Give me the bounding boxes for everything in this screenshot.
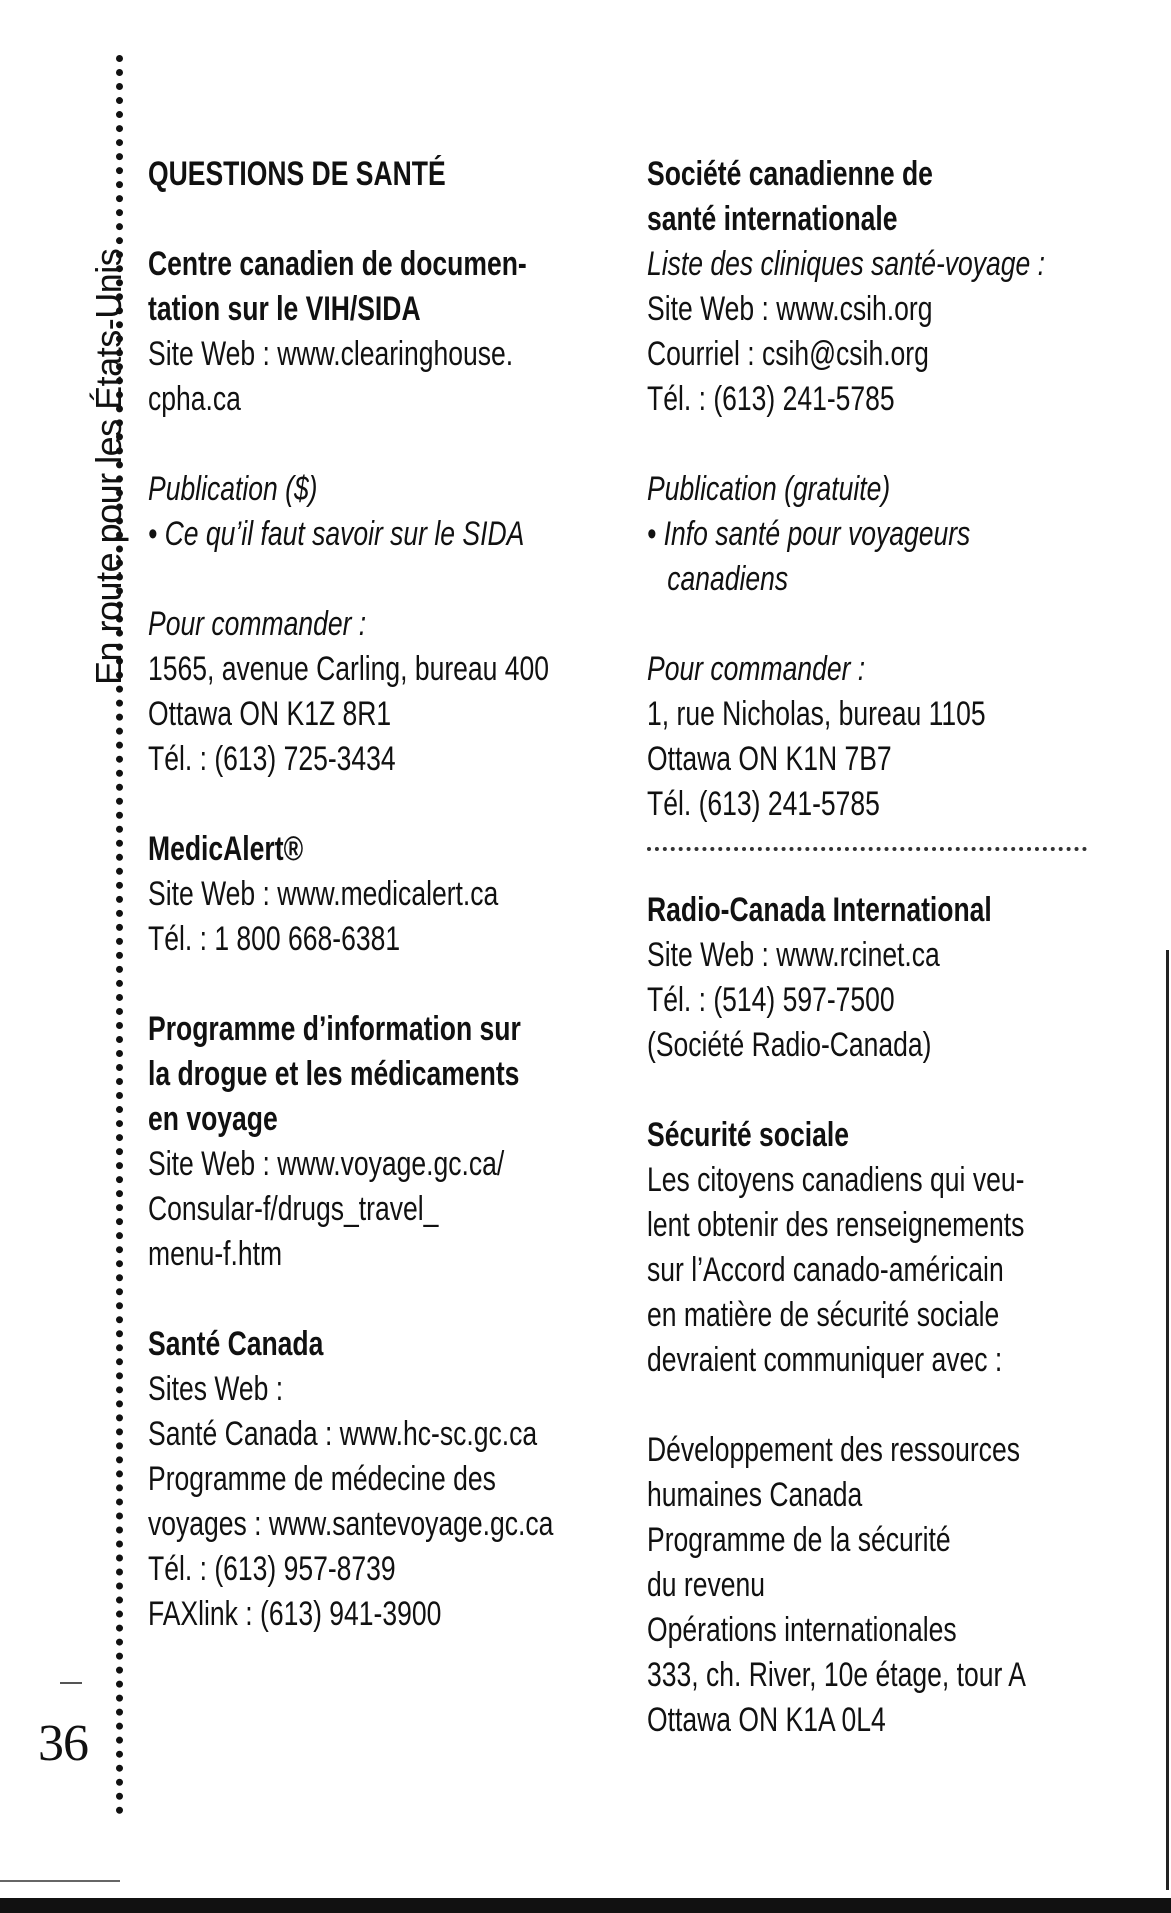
text-line: Site Web : www.rcinet.ca — [647, 936, 940, 974]
text-line: Tél. : 1 800 668-6381 — [148, 920, 401, 958]
text-line: Tél. : (613) 241-5785 — [647, 380, 895, 418]
text-line: Programme d’information sur — [148, 1010, 521, 1048]
page-number: 36 — [38, 1715, 88, 1772]
text-line: FAXlink : (613) 941-3900 — [148, 1595, 442, 1633]
spacer — [148, 1277, 618, 1322]
text-line: Courriel : csih@csih.org — [647, 335, 929, 373]
bottom-thin-rule — [0, 1880, 120, 1882]
text-line: Tél. : (514) 597-7500 — [647, 981, 895, 1019]
text-line: Sécurité sociale — [647, 1116, 849, 1154]
text-line: Site Web : www.clearinghouse. — [148, 335, 514, 373]
text-line: santé internationale — [647, 200, 898, 238]
text-line: 1, rue Nicholas, bureau 1105 — [647, 695, 986, 733]
dotted-vertical-rule — [116, 55, 123, 1815]
text-line: lent obtenir des renseignements — [647, 1206, 1025, 1244]
text-line: Liste des cliniques santé-voyage : — [647, 245, 1046, 283]
text-line: voyages : www.santevoyage.gc.ca — [148, 1505, 554, 1543]
text-line: (Société Radio-Canada) — [647, 1026, 932, 1064]
text-line: Site Web : www.medicalert.ca — [148, 875, 499, 913]
text-line: Santé Canada : www.hc-sc.gc.ca — [148, 1415, 538, 1453]
text-line: Pour commander : — [647, 650, 866, 688]
text-line: Programme de médecine des — [148, 1460, 496, 1498]
text-line: en voyage — [148, 1100, 278, 1138]
spacer — [148, 197, 618, 242]
text-line: • Info santé pour voyageurs — [647, 515, 971, 553]
page-number-mark — [60, 1682, 82, 1684]
text-line: menu-f.htm — [148, 1235, 283, 1273]
text-line: du revenu — [647, 1566, 765, 1604]
text-line: Développement des ressources — [647, 1431, 1020, 1469]
text-line: Sites Web : — [148, 1370, 284, 1408]
text-line: Les citoyens canadiens qui veu- — [647, 1161, 1025, 1199]
text-line: devraient communiquer avec : — [647, 1341, 1003, 1379]
spacer — [647, 422, 1107, 467]
text-line: • Ce qu’il faut savoir sur le SIDA — [148, 515, 525, 553]
text-line: Site Web : www.csih.org — [647, 290, 933, 328]
dotted-separator — [647, 847, 1087, 851]
running-header: En route pour les États-Unis — [88, 248, 129, 685]
text-line: Santé Canada — [148, 1325, 324, 1363]
spacer — [148, 962, 618, 1007]
text-line: sur l’Accord canado-américain — [647, 1251, 1004, 1289]
text-line: Consular-f/drugs_travel_ — [148, 1190, 439, 1228]
text-line: Ottawa ON K1N 7B7 — [647, 740, 892, 778]
bottom-bar — [0, 1898, 1171, 1913]
left-column — [148, 152, 618, 1637]
text-line: MedicAlert® — [148, 830, 304, 868]
spacer — [647, 1068, 1107, 1113]
spacer — [647, 602, 1107, 647]
text-line: la drogue et les médicaments — [148, 1055, 520, 1093]
text-line: Tél. : (613) 957-8739 — [148, 1550, 396, 1588]
text-line: Site Web : www.voyage.gc.ca/ — [148, 1145, 505, 1183]
spacer — [148, 782, 618, 827]
text-line: Pour commander : — [148, 605, 367, 643]
text-line: Radio-Canada International — [647, 891, 992, 929]
text-line: Publication (gratuite) — [647, 470, 891, 508]
text-line: 1565, avenue Carling, bureau 400 — [148, 650, 550, 688]
text-line: canadiens — [667, 560, 789, 598]
text-line: Opérations internationales — [647, 1611, 957, 1649]
text-line: Tél. (613) 241-5785 — [647, 785, 880, 823]
text-line: Tél. : (613) 725-3434 — [148, 740, 396, 778]
text-line: Centre canadien de documen- — [148, 245, 527, 283]
text-line: 333, ch. River, 10e étage, tour A — [647, 1656, 1026, 1694]
right-column — [647, 152, 1107, 1743]
text-line: en matière de sécurité sociale — [647, 1296, 1000, 1334]
text-line: Ottawa ON K1Z 8R1 — [148, 695, 392, 733]
text-line: Ottawa ON K1A 0L4 — [647, 1701, 886, 1739]
spacer — [148, 422, 618, 467]
text-line: cpha.ca — [148, 380, 241, 418]
spacer — [647, 1383, 1107, 1428]
right-edge-rule — [1166, 950, 1169, 1890]
text-line: Publication ($) — [148, 470, 318, 508]
text-line: tation sur le VIH/SIDA — [148, 290, 421, 328]
text-line: QUESTIONS DE SANTÉ — [148, 155, 446, 193]
spacer — [148, 557, 618, 602]
text-line: humaines Canada — [647, 1476, 863, 1514]
text-line: Programme de la sécurité — [647, 1521, 951, 1559]
text-line: Société canadienne de — [647, 155, 933, 193]
